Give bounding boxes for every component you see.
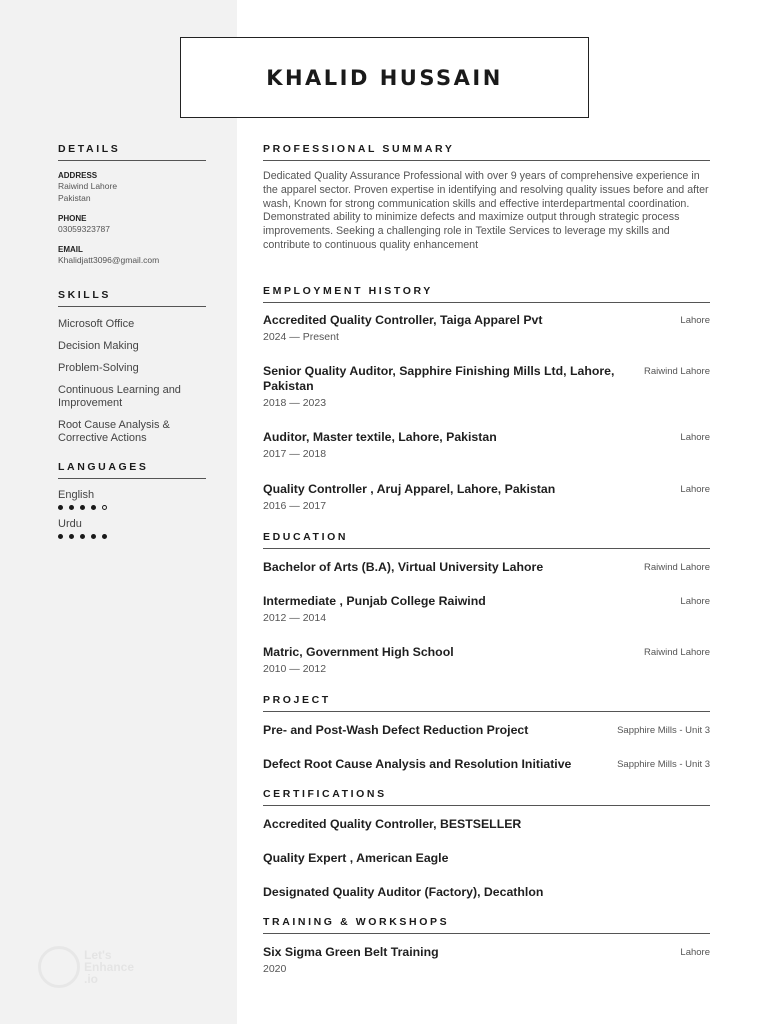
summary-section — [263, 143, 710, 253]
watermark-logo-icon — [38, 946, 80, 988]
filled-dot-icon — [91, 534, 96, 539]
education-heading: EDUCATION — [263, 531, 710, 549]
entry-title: Intermediate , Punjab College Raiwind — [263, 594, 486, 608]
entry-title: Quality Expert , American Eagle — [263, 851, 449, 865]
details-section — [58, 143, 206, 266]
filled-dot-icon — [58, 534, 63, 539]
filled-dot-icon — [102, 534, 107, 539]
entry-title: Quality Controller , Aruj Apparel, Lahore, Pakistan — [263, 482, 556, 496]
entry-title: Defect Root Cause Analysis and Resolution Initiative — [263, 757, 572, 771]
employment-entry — [263, 364, 710, 409]
entry-location: Raiwind Lahore — [643, 562, 710, 573]
filled-dot-icon — [69, 505, 74, 510]
entry-location: Lahore — [680, 947, 710, 958]
skill-item: Continuous Learning and Improvement — [58, 384, 181, 409]
education-section — [263, 531, 710, 681]
certification-entry — [263, 817, 710, 832]
address-label: ADDRESS — [58, 171, 98, 180]
project-section — [263, 694, 710, 784]
entry-title: Designated Quality Auditor (Factory), Decathlon — [263, 885, 544, 899]
education-entry — [263, 645, 710, 675]
entry-title: Pre- and Post-Wash Defect Reduction Project — [263, 723, 529, 737]
entry-location: Lahore — [680, 484, 710, 495]
languages-heading: LANGUAGES — [58, 461, 206, 479]
entry-title: Matric, Government High School — [263, 645, 454, 659]
entry-location: Raiwind Lahore — [643, 647, 710, 658]
certification-entry — [263, 851, 710, 866]
phone-value: 03059323787 — [58, 224, 111, 234]
watermark — [38, 946, 134, 988]
name-header — [180, 37, 589, 118]
certification-entry — [263, 885, 710, 900]
project-entry — [263, 723, 710, 738]
education-entry — [263, 560, 710, 575]
entry-title: Bachelor of Arts (B.A), Virtual University Lahore — [263, 560, 544, 574]
entry-title: Senior Quality Auditor, Sapphire Finishing Mills Ltd, Lahore, Pakistan — [263, 364, 615, 393]
filled-dot-icon — [58, 505, 63, 510]
watermark-text: Enhance — [84, 960, 135, 974]
entry-location: Sapphire Mills - Unit 3 — [617, 759, 710, 770]
entry-title: Accredited Quality Controller, Taiga Apparel Pvt — [263, 313, 543, 327]
entry-dates: 2012 — 2014 — [263, 612, 327, 624]
address-line-2: Pakistan — [58, 193, 91, 203]
filled-dot-icon — [80, 534, 85, 539]
entry-location: Lahore — [680, 432, 710, 443]
entry-location: Lahore — [680, 596, 710, 607]
certifications-section — [263, 788, 710, 908]
skill-item: Decision Making — [58, 340, 139, 352]
skill-item: Root Cause Analysis & Corrective Actions — [58, 419, 170, 444]
summary-text: Dedicated Quality Assurance Professional with over 9 years of comprehensive experience in the apparel sector. Proven expertise in identifying and resolving quality issues before and after wash, Known for strong communication skills and effective interdepartmental coordination. Demonstrated ability to minimize defects and maximize output through strategic process improvements. Seeking a challenging role in Textile Services to leverage my skills and contribute to continuous quality enhancement — [263, 170, 709, 251]
skills-section — [58, 289, 206, 445]
candidate-name: KHALID HUSSAIN — [266, 65, 503, 90]
entry-title: Auditor, Master textile, Lahore, Pakistan — [263, 430, 497, 444]
watermark-text: .io — [84, 972, 98, 986]
training-section — [263, 916, 710, 986]
entry-dates: 2010 — 2012 — [263, 663, 327, 675]
email-value[interactable]: Khalidjatt3096@gmail.com — [58, 255, 160, 265]
entry-location: Sapphire Mills - Unit 3 — [617, 725, 710, 736]
phone-label: PHONE — [58, 214, 87, 223]
employment-heading: EMPLOYMENT HISTORY — [263, 285, 710, 303]
entry-title: Six Sigma Green Belt Training — [263, 945, 439, 959]
entry-dates: 2020 — [263, 963, 287, 975]
skill-item: Problem-Solving — [58, 362, 139, 374]
project-entry — [263, 757, 710, 772]
certifications-heading: CERTIFICATIONS — [263, 788, 710, 806]
language-level-english — [58, 505, 206, 510]
entry-dates: 2018 — 2023 — [263, 397, 327, 409]
education-entry — [263, 594, 710, 624]
email-label: EMAIL — [58, 245, 83, 254]
language-level-urdu — [58, 534, 206, 539]
entry-dates: 2024 — Present — [263, 331, 339, 343]
details-heading: DETAILS — [58, 143, 206, 161]
summary-heading: PROFESSIONAL SUMMARY — [263, 143, 710, 161]
watermark-text: Let's — [84, 948, 112, 962]
language-name: English — [58, 489, 95, 501]
employment-entry — [263, 430, 710, 460]
empty-dot-icon — [102, 505, 107, 510]
entry-location: Lahore — [680, 315, 710, 326]
filled-dot-icon — [80, 505, 85, 510]
entry-dates: 2016 — 2017 — [263, 500, 327, 512]
skill-item: Microsoft Office — [58, 318, 135, 330]
employment-entry — [263, 482, 710, 512]
skills-heading: SKILLS — [58, 289, 206, 307]
entry-title: Accredited Quality Controller, BESTSELLER — [263, 817, 522, 831]
address-line-1: Raiwind Lahore — [58, 181, 118, 191]
filled-dot-icon — [69, 534, 74, 539]
filled-dot-icon — [91, 505, 96, 510]
training-entry — [263, 945, 710, 975]
entry-dates: 2017 — 2018 — [263, 448, 327, 460]
language-name: Urdu — [58, 518, 82, 530]
entry-location: Raiwind Lahore — [643, 366, 710, 377]
employment-entry — [263, 313, 710, 343]
languages-section — [58, 461, 206, 539]
training-heading: TRAINING & WORKSHOPS — [263, 916, 710, 934]
project-heading: PROJECT — [263, 694, 710, 712]
employment-section — [263, 285, 710, 515]
